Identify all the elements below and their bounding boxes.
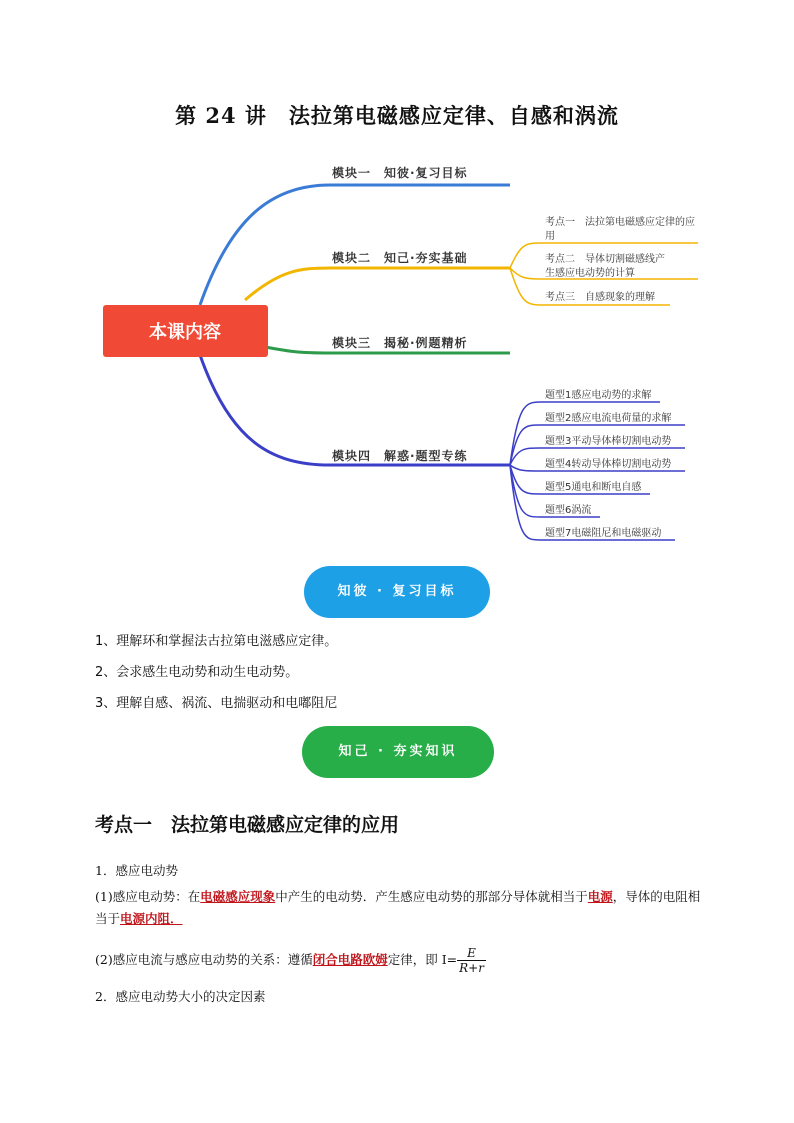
kaodian-1-line2: 用 [545, 231, 555, 242]
key-term: 电源内阻． [120, 911, 183, 926]
tixing-4: 题型4转动导体棒切割电动势 [545, 459, 672, 470]
module-label-3: 模块三 揭秘·例题精析 [332, 336, 468, 350]
goals-list [95, 632, 337, 725]
tixing-2: 题型2感应电流电荷量的求解 [545, 413, 672, 424]
goal-item: 1、理解环和掌握法古拉第电滋感应定律。 [95, 634, 338, 649]
page-title: 第 24 讲 法拉第电磁感应定律、自感和涡流 [175, 103, 619, 128]
center-label: 本课内容 [149, 322, 221, 343]
branch-module1 [200, 185, 510, 305]
kaodian-3: 考点三 自感现象的理解 [545, 292, 655, 303]
goal-item: 2、会求感生电动势和动生电动势。 [95, 665, 299, 680]
formula-fraction: $\frac{E}{R+r}$ [459, 946, 484, 975]
tixing-6: 题型6涡流 [545, 505, 592, 516]
section-heading: 考点一 法拉第电磁感应定律的应用 [95, 814, 400, 836]
key-term: 闭合电路欧姆 [312, 952, 388, 967]
mind-map [0, 140, 794, 560]
tixing-1: 题型1感应电动势的求解 [545, 390, 652, 401]
heading-1: 1．感应电动势 [95, 863, 178, 878]
tixing-7: 题型7电磁阻尼和电磁驱动 [545, 528, 662, 539]
module-label-2: 模块二 知己·夯实基础 [332, 251, 468, 265]
module-label-1: 模块一 知彼·复习目标 [332, 166, 468, 180]
badge-basic-knowledge: 知己 · 夯实知识 [302, 726, 494, 778]
paragraph-2: (2)感应电流与感应电动势的关系：遵循闭合电路欧姆定律，即 I= $\frac{E}{R+r}$ [95, 946, 484, 975]
tixing-3: 题型3平动导体棒切割电动势 [545, 436, 672, 447]
paragraph-1: (1)感应电动势：在电磁感应现象中产生的电动势．产生感应电动势的那部分导体就相当于电源，导体的电阻相当于电源内阻． [95, 889, 701, 926]
kaodian-2-line1: 考点二 导体切割磁感线产 [545, 254, 665, 265]
key-term: 电源 [587, 889, 613, 904]
badge-review-goals: 知彼 · 复习目标 [304, 566, 490, 618]
branch-module2 [245, 268, 510, 300]
heading-2: 2．感应电动势大小的决定因素 [95, 989, 266, 1004]
module-label-4: 模块四 解惑·题型专练 [332, 449, 468, 463]
kaodian-1-line1: 考点一 法拉第电磁感应定律的应 [545, 217, 695, 228]
kaodian-2-line2: 生感应电动势的计算 [545, 268, 635, 279]
key-term: 电磁感应现象 [200, 889, 276, 904]
goal-item: 3、理解自感、祸流、电揣驱动和电嘟阻尼 [95, 696, 338, 711]
tixing-5: 题型5通电和断电自感 [545, 482, 642, 493]
